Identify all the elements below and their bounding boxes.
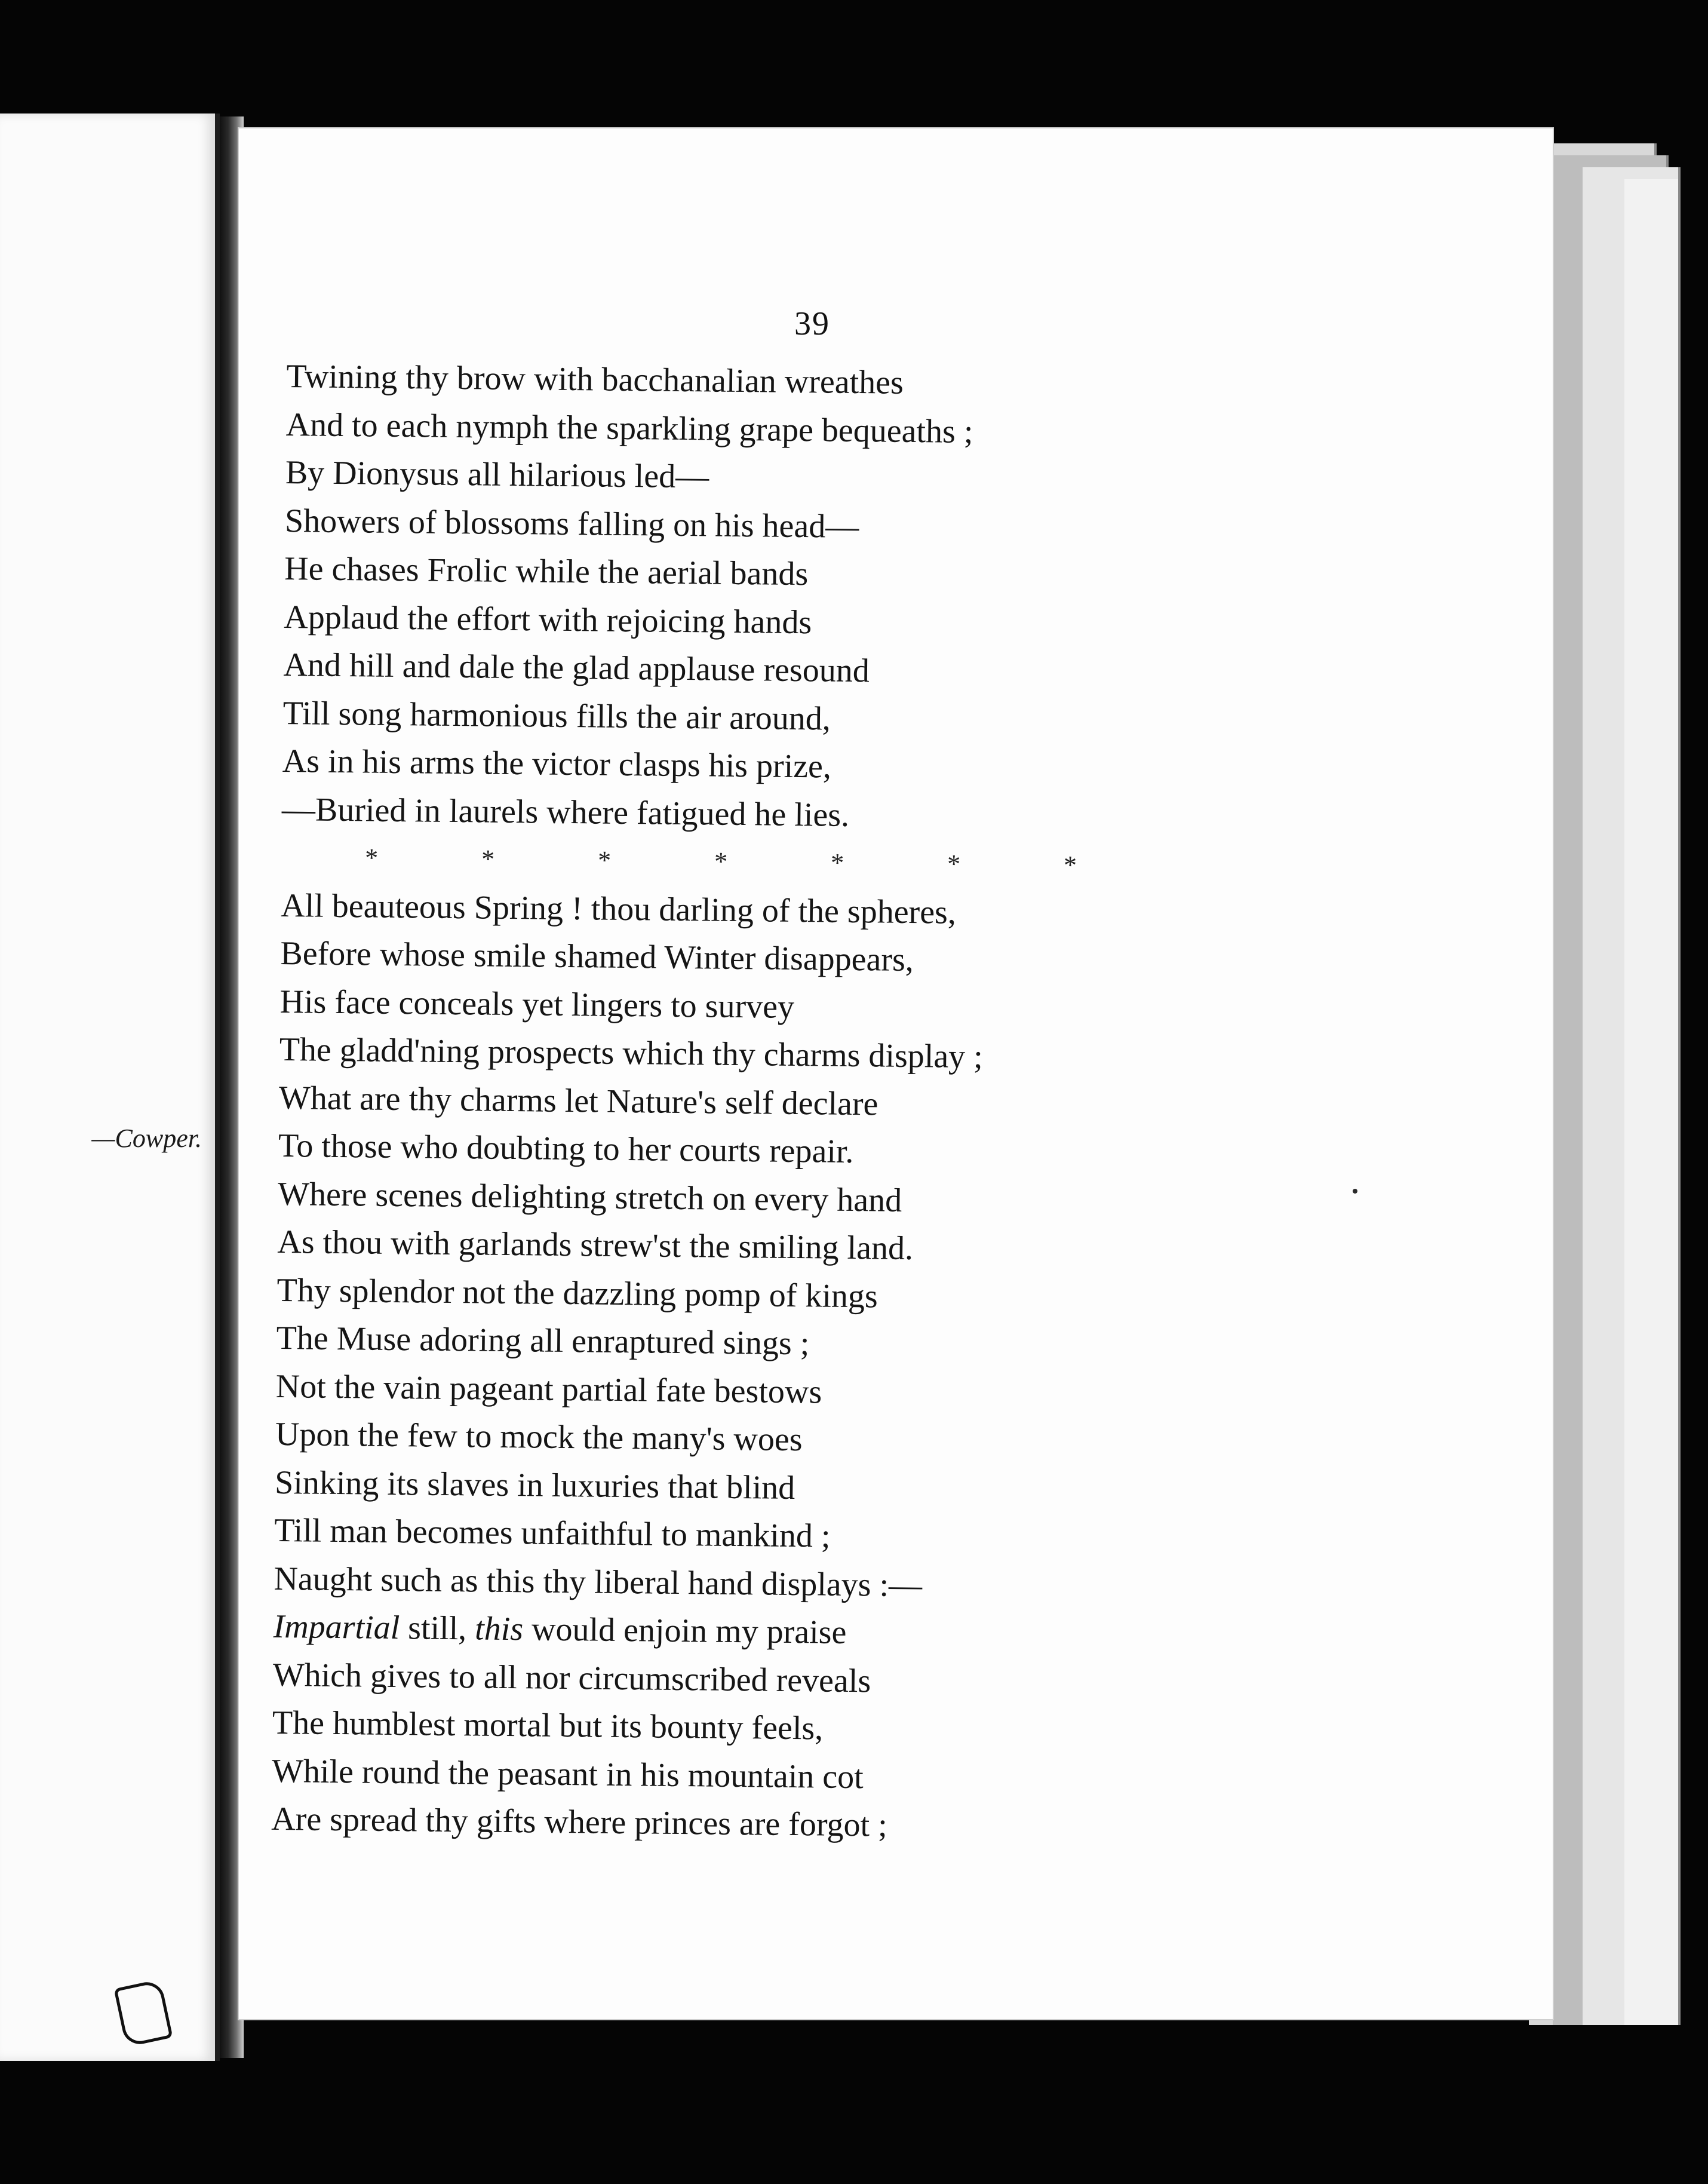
poem-line: Not the vain pageant partial fate bestows bbox=[275, 1367, 822, 1410]
separator-star: * bbox=[481, 844, 495, 874]
page-number: 39 bbox=[794, 305, 830, 342]
line-fragment: still, bbox=[399, 1609, 475, 1648]
line-fragment: would enjoin my praise bbox=[523, 1611, 847, 1651]
italic-word: Impartial bbox=[273, 1608, 400, 1647]
italic-word: this bbox=[474, 1610, 524, 1648]
separator-star: * bbox=[947, 849, 961, 879]
separator-star: * bbox=[597, 845, 612, 875]
poem-line: The humblest mortal but its bounty feels, bbox=[272, 1704, 824, 1747]
poem-line: Applaud the effort with rejoicing hands bbox=[284, 598, 812, 641]
poem-line: By Dionysus all hilarious led— bbox=[285, 453, 709, 496]
poem-line: The gladd'ning prospects which thy charms display ; bbox=[279, 1030, 984, 1076]
separator-star: * bbox=[364, 843, 379, 873]
book-page bbox=[239, 128, 1553, 2019]
separator-star: * bbox=[714, 846, 728, 876]
poem-line: And hill and dale the glad applause resound bbox=[283, 646, 870, 690]
poem-line: Till song harmonious fills the air around, bbox=[282, 694, 831, 738]
poem-line: Twining thy brow with bacchanalian wreathes bbox=[286, 357, 904, 401]
poem-line: Where scenes delighting stretch on every hand bbox=[277, 1175, 902, 1219]
attribution-cowper: —Cowper. bbox=[91, 1124, 202, 1153]
poem-line: The Muse adoring all enraptured sings ; bbox=[276, 1319, 810, 1363]
poem-line: Thy splendor not the dazzling pomp of kings bbox=[277, 1271, 878, 1315]
poem-line: His face conceals yet lingers to survey bbox=[279, 983, 795, 1026]
poem-line: As in his arms the victor clasps his prize, bbox=[282, 742, 832, 786]
poem-line: While round the peasant in his mountain cot bbox=[271, 1752, 864, 1796]
poem-line: Upon the few to mock the many's woes bbox=[275, 1415, 803, 1459]
page-edge bbox=[1624, 179, 1681, 2025]
poem-line: Sinking its slaves in luxuries that blind bbox=[274, 1464, 795, 1507]
poem-line: Are spread thy gifts where princes are forgot ; bbox=[271, 1800, 888, 1844]
poem-text bbox=[271, 352, 1511, 1856]
poem-line: Till man becomes unfaithful to mankind ; bbox=[274, 1511, 831, 1555]
poem-line: Naught such as this thy liberal hand displays :— bbox=[274, 1560, 923, 1604]
poem-line: As thou with garlands strew'st the smiling land. bbox=[277, 1223, 914, 1268]
poem-line: To those who doubting to her courts repair. bbox=[278, 1127, 854, 1171]
poem-line: Showers of blossoms falling on his head— bbox=[284, 502, 859, 545]
poem-line: And to each nymph the sparkling grape bequeaths ; bbox=[285, 406, 973, 450]
facing-page bbox=[0, 114, 220, 2061]
separator-star: * bbox=[1063, 850, 1077, 880]
poem-line: He chases Frolic while the aerial bands bbox=[284, 550, 809, 593]
paper-speck bbox=[1353, 1189, 1357, 1194]
poem-line: Which gives to all nor circumscribed reveals bbox=[272, 1656, 871, 1700]
page-corner-mark bbox=[113, 1979, 173, 2047]
poem-line: What are thy charms let Nature's self declare bbox=[278, 1079, 878, 1122]
separator-star: * bbox=[830, 848, 844, 878]
poem-line: Before whose smile shamed Winter disappears, bbox=[280, 934, 914, 979]
poem-line: All beauteous Spring ! thou darling of the spheres, bbox=[280, 887, 957, 931]
poem-line: —Buried in laurels where fatigued he lies. bbox=[281, 790, 850, 834]
